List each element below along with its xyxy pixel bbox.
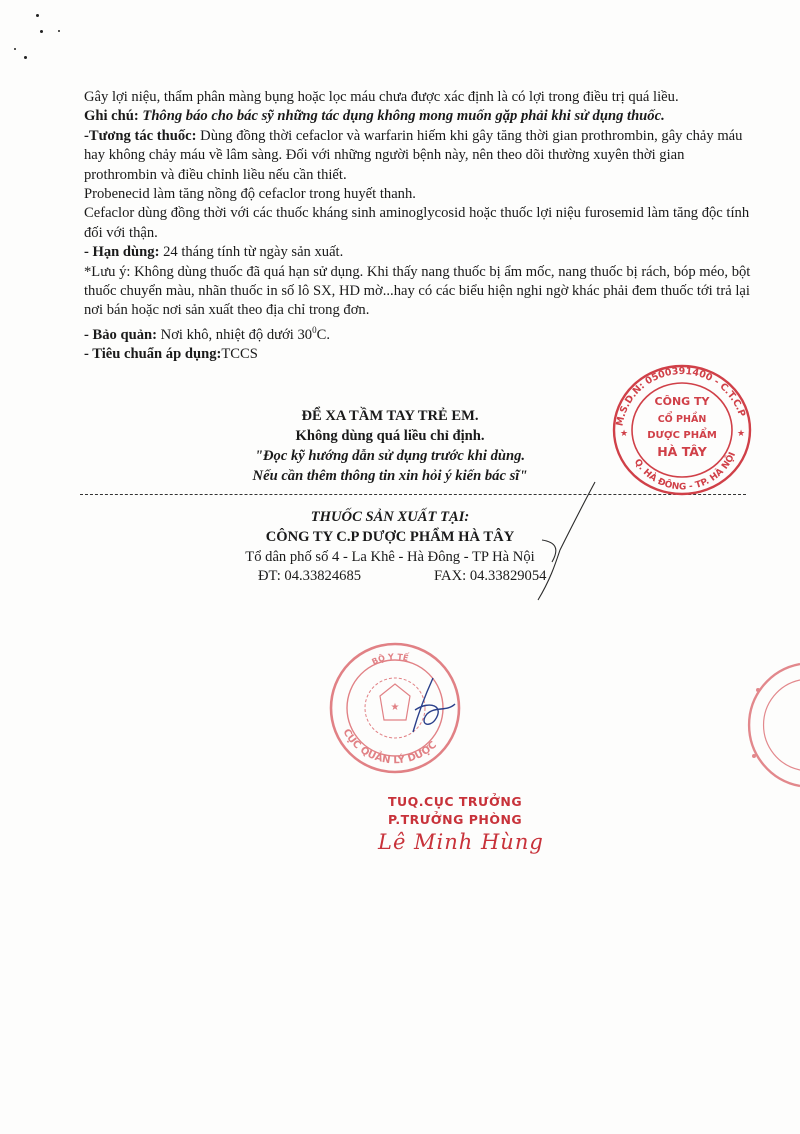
svg-text:★: ★ (737, 429, 746, 439)
company-stamp-ring-text: M.S.D.N: 0500391400 - C.T.C.P (614, 365, 748, 428)
manufacturer-fax: FAX: 04.33829054 (434, 568, 547, 584)
manufacturer-phone: ĐT: 04.33824685 (258, 568, 362, 584)
svg-text:★: ★ (620, 429, 629, 439)
approval-subtitle: P.TRƯỞNG PHÒNG (388, 812, 523, 827)
interaction-text: Dùng đồng thời cefaclor và warfarin hiếm khi gây tăng thời gian prothrombin, gây chảy máu hay không chảy máu về lâm sàng. Đối với những người bệnh này, nên theo dõi thường xuyên thời gian prothrombin và điều chỉnh liều nếu cần thiết. (84, 127, 743, 183)
svg-text:★: ★ (390, 702, 400, 713)
company-stamp-bottom-text: Q. HÀ ĐÔNG - TP. HÀ NỘI (631, 450, 739, 493)
storage-unit: C. (316, 326, 330, 343)
scan-speck (40, 30, 43, 33)
agency-stamp-ring-text: CỤC QUẢN LÝ DƯỢC (340, 727, 439, 767)
note-paragraph (84, 107, 754, 126)
interaction-label: -Tương tác thuốc: (84, 127, 197, 144)
edge-stamp-fragment (738, 660, 800, 790)
storage-degree: 0 (312, 324, 317, 335)
approval-name: Lê Minh Hùng (378, 830, 544, 854)
manufacturer-address: Tổ dân phố số 4 - La Khê - Hà Đông - TP Hà Nội (245, 549, 535, 565)
manufacturer-heading: THUỐC SẢN XUẤT TẠI: (310, 509, 470, 525)
signature-stroke (500, 470, 620, 620)
company-stamp-line3: DƯỢC PHẨM (647, 430, 717, 441)
approval-signature (405, 670, 465, 740)
storage-paragraph (84, 321, 754, 345)
company-stamp-line2: CỔ PHẦN (657, 414, 707, 425)
scan-speck (14, 48, 16, 50)
note-label: Ghi chú: (84, 108, 139, 125)
company-stamp-line1: CÔNG TY (654, 395, 710, 408)
agency-stamp-top-text: BỘ Y TẾ (370, 652, 410, 667)
document-body (84, 88, 754, 365)
shelf-life-paragraph (84, 243, 754, 262)
manufacturer-company: CÔNG TY C.P DƯỢC PHẨM HÀ TÂY (265, 529, 515, 545)
scan-speck (58, 30, 60, 32)
ask-doctor-warning: Nếu cần thêm thông tin xin hỏi ý kiến bác sĩ" (252, 468, 528, 484)
company-stamp-line4: HÀ TÂY (657, 444, 707, 459)
company-stamp (606, 360, 758, 500)
probenecid-paragraph: Probenecid làm tăng nồng độ cefaclor trong huyết thanh. (84, 186, 416, 203)
caution-paragraph: *Lưu ý: Không dùng thuốc đã quá hạn sử dụng. Khi thấy nang thuốc bị ẩm mốc, nang thuốc bị rách, bóp méo, bột thuốc chuyển màu, nhãn thuốc in số lô SX, HD mờ...hay có các biểu hiện nghi ngờ khác phải đem thuốc tới trả lại nơi bán hoặc nơi sản xuất theo địa chỉ trong đơn. (84, 263, 751, 319)
interaction-paragraph (84, 127, 754, 185)
approval-title: TUQ.CỤC TRƯỞNG (388, 794, 523, 809)
overdose-warning: Không dùng quá liều chỉ định. (295, 428, 485, 444)
overdose-paragraph: Gây lợi niệu, thẩm phân màng bụng hoặc lọc máu chưa được xác định là có lợi trong điều trị quá liều. (84, 89, 679, 105)
storage-text: Nơi khô, nhiệt độ dưới 30 (160, 326, 313, 343)
standard-label: - Tiêu chuẩn áp dụng: (84, 346, 222, 363)
standard-text: TCCS (221, 346, 258, 363)
scan-speck (36, 14, 39, 17)
scan-speck (24, 56, 27, 59)
storage-label: - Bảo quản: (84, 326, 157, 343)
shelf-life-text: 24 tháng tính từ ngày sản xuất. (163, 244, 344, 261)
shelf-life-label: - Hạn dùng: (84, 244, 160, 261)
manufacturer-block (0, 507, 800, 567)
keep-away-warning: ĐỂ XA TẦM TAY TRẺ EM. (301, 408, 479, 424)
aminoglycosid-paragraph: Cefaclor dùng đồng thời với các thuốc kháng sinh aminoglycosid hoặc thuốc lợi niệu furosemid làm tăng độc tính đối với thận. (84, 205, 750, 241)
note-text: Thông báo cho bác sỹ những tác dụng không mong muốn gặp phải khi sử dụng thuốc. (142, 108, 665, 125)
read-instructions-warning: "Đọc kỹ hướng dẫn sử dụng trước khi dùng. (254, 448, 526, 464)
